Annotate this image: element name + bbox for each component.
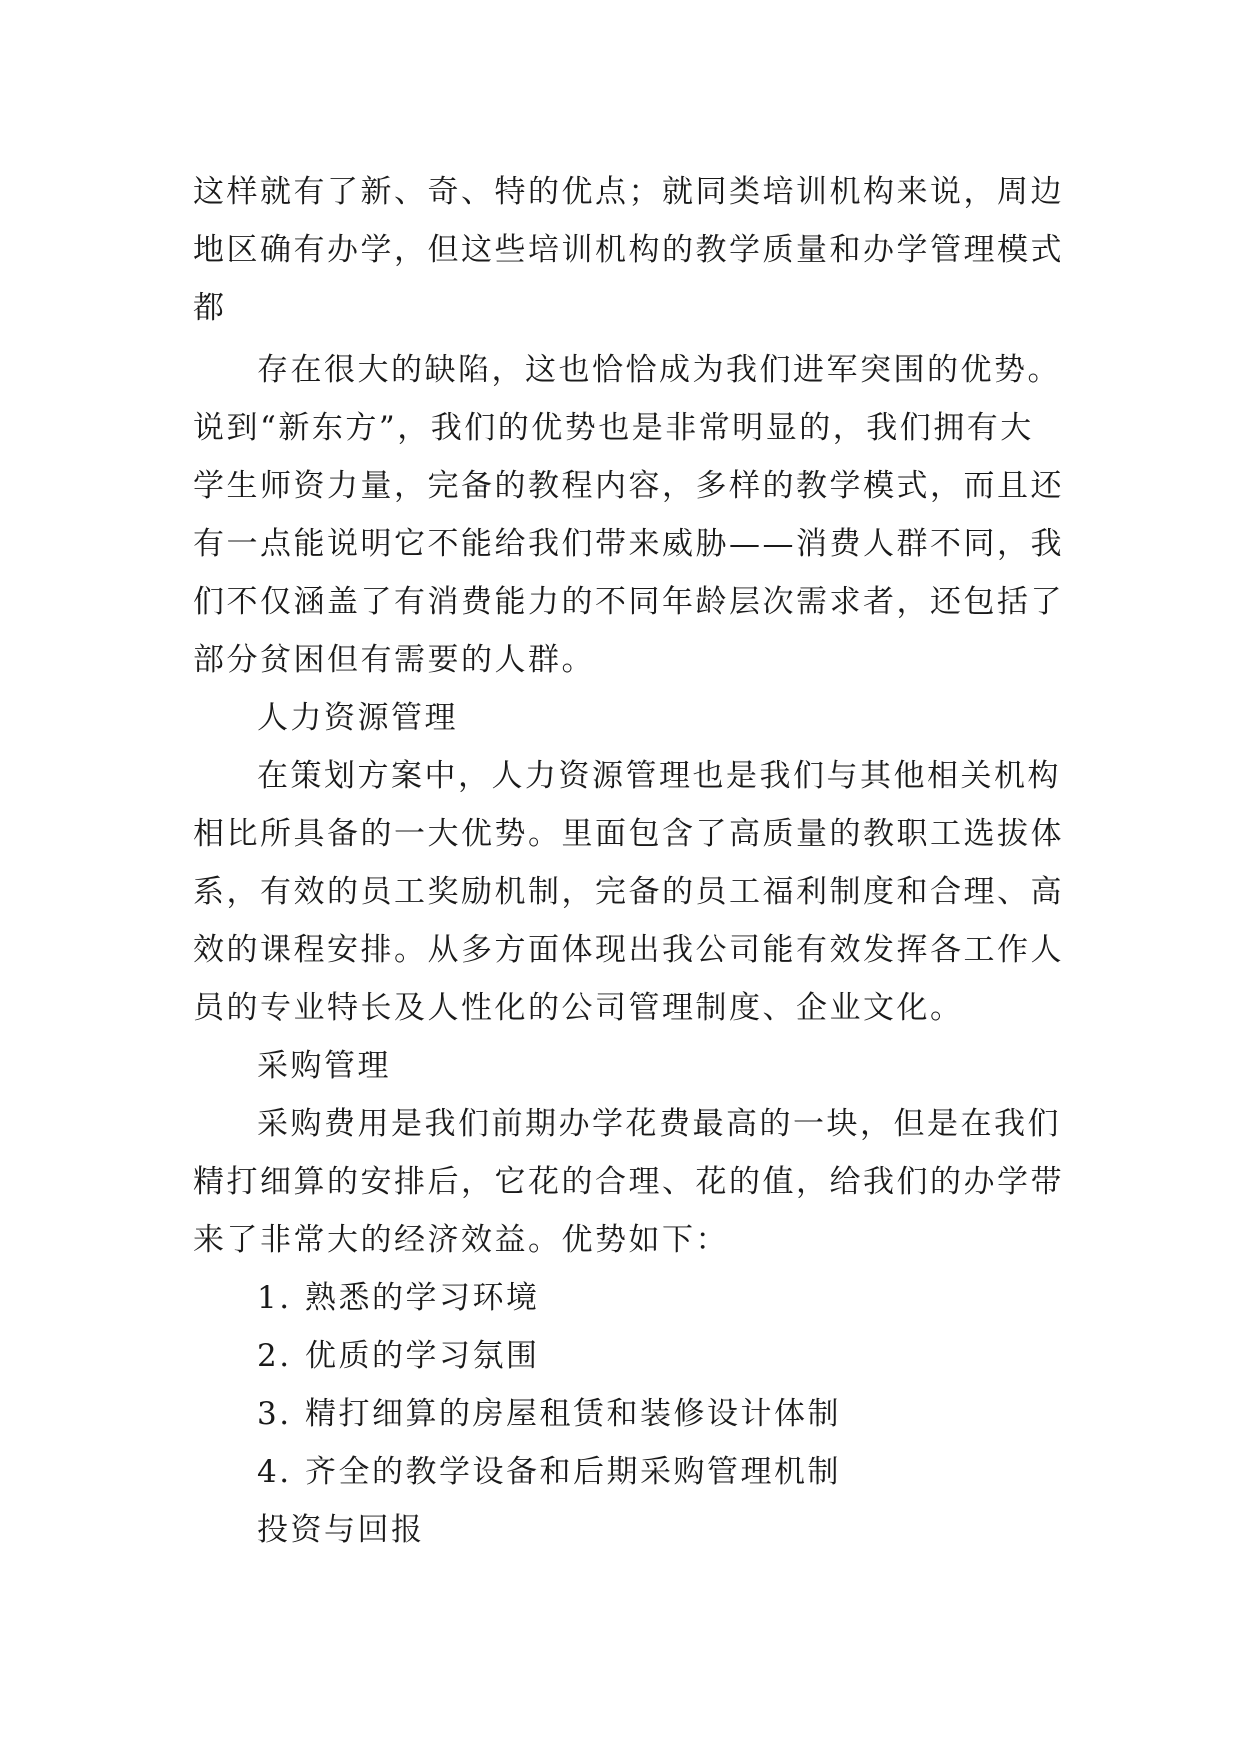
text-line: 们不仅涵盖了有消费能力的不同年龄层次需求者，还包括了	[193, 584, 1064, 620]
section-heading-hr: 人力资源管理	[257, 700, 458, 736]
text-line: 学生师资力量，完备的教程内容，多样的教学模式，而且还	[193, 468, 1064, 504]
paragraph-start-line: 在策划方案中，人力资源管理也是我们与其他相关机构	[257, 758, 1061, 794]
list-item	[193, 1385, 1063, 1443]
text-line: 员的专业特长及人性化的公司管理制度、企业文化。	[193, 990, 964, 1026]
list-item-number: 2.	[257, 1338, 292, 1374]
section-heading-procurement: 采购管理	[257, 1048, 391, 1084]
list-item-text: 熟悉的学习环境	[305, 1280, 540, 1316]
text-line: 效的课程安排。从多方面体现出我公司能有效发挥各工作人	[193, 932, 1064, 968]
list-item	[193, 1327, 1063, 1385]
text-line: 精打细算的安排后，它花的合理、花的值，给我们的办学带	[193, 1164, 1064, 1200]
list-item	[193, 1443, 1063, 1501]
list-item-text: 优质的学习氛围	[305, 1338, 540, 1374]
list-item-text: 精打细算的房屋租赁和装修设计体制	[305, 1396, 841, 1432]
list-item-number: 3.	[257, 1396, 292, 1432]
text-line: 说到“新东方”，我们的优势也是非常明显的，我们拥有大	[193, 410, 1034, 446]
text-line: 这样就有了新、奇、特的优点；就同类培训机构来说，周边	[193, 174, 1064, 210]
text-line: 有一点能说明它不能给我们带来威胁——消费人群不同，我	[193, 526, 1064, 562]
text-line: 都	[193, 290, 227, 326]
text-line: 相比所具备的一大优势。里面包含了高质量的教职工选拔体	[193, 816, 1064, 852]
text-line: 地区确有办学，但这些培训机构的教学质量和办学管理模式	[193, 232, 1064, 268]
text-line: 来了非常大的经济效益。优势如下：	[193, 1222, 729, 1258]
document-body	[193, 163, 1063, 1559]
paragraph-start-line: 存在很大的缺陷，这也恰恰成为我们进军突围的优势。	[257, 352, 1061, 388]
list-item-number: 4.	[257, 1454, 292, 1490]
paragraph-start-line: 采购费用是我们前期办学花费最高的一块，但是在我们	[257, 1106, 1061, 1142]
text-line: 系，有效的员工奖励机制，完备的员工福利制度和合理、高	[193, 874, 1064, 910]
list-item-text: 齐全的教学设备和后期采购管理机制	[305, 1454, 841, 1490]
list-item	[193, 1269, 1063, 1327]
text-line: 部分贫困但有需要的人群。	[193, 642, 595, 678]
section-heading-investment: 投资与回报	[257, 1512, 425, 1548]
list-item-number: 1.	[257, 1280, 292, 1316]
